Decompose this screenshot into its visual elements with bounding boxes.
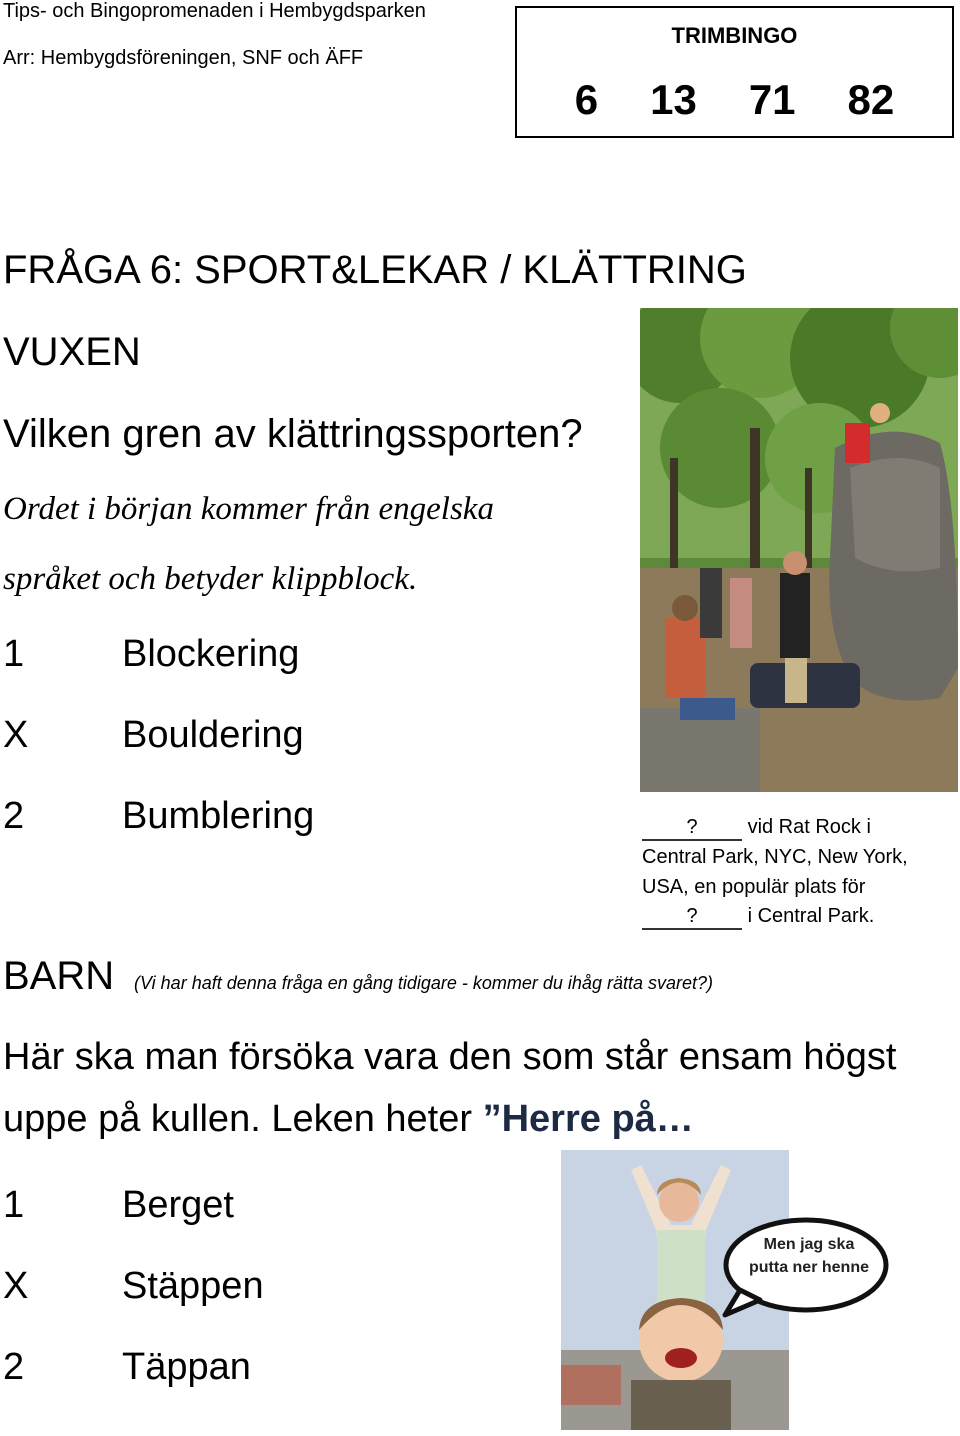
bingo-number: 82 (847, 76, 895, 123)
child-option-text: Berget (122, 1184, 234, 1226)
bingo-number: 6 (574, 76, 599, 123)
caption-blank: ? (642, 816, 742, 841)
caption-line2: Central Park, NYC, New York, (642, 846, 908, 868)
bingo-number: 13 (650, 76, 697, 123)
child-option-key: X (3, 1265, 29, 1307)
caption-text: i Central Park. (747, 905, 875, 927)
adult-hint-line2: språket och betyder klippblock. (3, 561, 418, 597)
child-highlight: ”Herre på… (482, 1098, 694, 1140)
child-option-key: 2 (3, 1346, 25, 1388)
header-organizers: Arr: Hembygdsföreningen, SNF och ÄFF (3, 47, 364, 69)
adult-option-text: Bouldering (122, 714, 304, 756)
child-label: BARN (3, 954, 115, 998)
adult-question: Vilken gren av klättringssporten? (3, 412, 583, 456)
adult-option-text: Bumblering (122, 795, 315, 837)
adult-hint-line1: Ordet i början kommer från engelska (3, 491, 494, 527)
caption-blank: ? (642, 905, 742, 930)
bingo-numbers (517, 76, 952, 124)
caption-line1 (642, 816, 871, 841)
caption-text: vid Rat Rock i (747, 816, 871, 838)
child-option-text: Stäppen (122, 1265, 264, 1307)
adult-label: VUXEN (3, 330, 141, 374)
bingo-box (515, 6, 954, 138)
bubble-line2: putta ner henne (748, 1259, 869, 1276)
adult-option-key: X (3, 714, 29, 756)
child-text: uppe på kullen. Leken heter (3, 1098, 473, 1140)
child-option-text: Täppan (122, 1346, 251, 1388)
adult-option-key: 2 (3, 795, 25, 837)
bouldering-photo (640, 308, 958, 792)
bubble-line1: Men jag ska (763, 1236, 855, 1253)
child-text-line2 (3, 1098, 694, 1141)
child-note: (Vi har haft denna fråga en gång tidigare - kommer du ihåg rätta svaret?) (134, 973, 713, 993)
question-heading: FRÅGA 6: SPORT&LEKAR / KLÄTTRING (3, 248, 747, 292)
adult-option-text: Blockering (122, 633, 300, 675)
caption-line4 (642, 905, 874, 930)
bingo-title: TRIMBINGO (671, 23, 798, 48)
adult-option-key: 1 (3, 633, 25, 675)
child-text-line1: Här ska man försöka vara den som står ensam högst (3, 1036, 897, 1078)
child-option-key: 1 (3, 1184, 25, 1226)
caption-line3: USA, en populär plats för (642, 876, 866, 898)
bingo-number: 71 (748, 76, 796, 123)
header-title: Tips- och Bingopromenaden i Hembygdsparken (3, 0, 426, 22)
